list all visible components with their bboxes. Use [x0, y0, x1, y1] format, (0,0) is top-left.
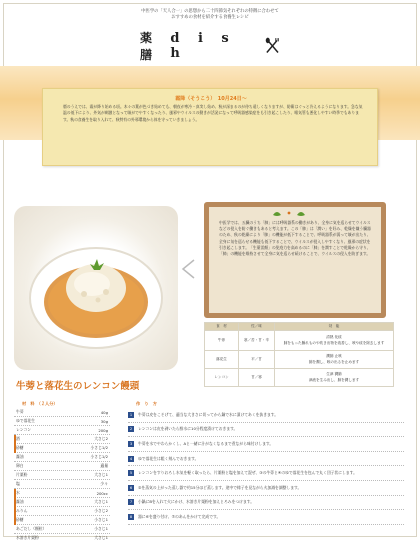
- step-text: 器に⑥を盛り付け、⑦のあんをかけて完成です。: [138, 513, 221, 519]
- ingredient-qty: 少々: [100, 481, 108, 486]
- ingredient-info-table: [204, 322, 394, 387]
- ingredient-row: [14, 489, 110, 498]
- step-text: 牛蒡を水でやわらかくし、Aと一緒に汁がなくなるまで煮ながら味付けします。: [138, 440, 274, 446]
- ingredients-label: 材 料 （２人分）: [22, 401, 58, 406]
- ingredient-qty: 小さじ1/2: [90, 445, 108, 450]
- info-header-cell: 効 能: [275, 323, 394, 331]
- ingredient-row: [14, 480, 110, 489]
- step-number: 8: [129, 514, 133, 519]
- ingredient-row: [14, 453, 110, 462]
- dish-illustration: [14, 206, 178, 370]
- step-text: レンコンをすりおろし水気を軽く取ったら、片栗粉と塩を加えて混ぜ、③の牛蒡と④のゆで落花生を包んで丸く団子状にします。: [138, 470, 357, 476]
- season-title: 霜降（そうこう） 10月24日～: [175, 96, 247, 102]
- step-row: [128, 452, 404, 467]
- ingredient-name: 塩: [16, 481, 20, 486]
- ingredient-row: [14, 417, 110, 426]
- header-line-1: 中医学の「天人合一」の思想から二十四節気それぞれの特徴に合わせて: [141, 9, 279, 14]
- step-number: 1: [129, 412, 133, 417]
- ingredient-qty: 40g: [100, 409, 108, 415]
- step-text: ⑤を蒸気の上がった蒸し器で約15分ほど蒸します。途中で様子を見ながら火加減を調整します。: [138, 484, 302, 490]
- info-effect: 生津 潤肺 津液を生み出し、肺を潤します: [275, 369, 394, 387]
- ingredient-row: [14, 507, 110, 516]
- ingredient-name: 醤油: [16, 499, 24, 504]
- info-nature: 寒／苦・甘・辛: [239, 331, 275, 351]
- steps-label: 作 り 方: [136, 401, 157, 406]
- ingredient-row: [14, 408, 110, 417]
- ingredient-row: [14, 516, 110, 525]
- ingredient-name: 酒: [16, 436, 20, 441]
- ingredient-qty: 30g: [100, 418, 108, 424]
- info-table-row: [205, 351, 394, 369]
- step-number: 3: [129, 441, 133, 446]
- ingredient-row: [14, 498, 110, 507]
- ingredient-qty: 大さじ1: [94, 499, 108, 504]
- step-text: 小鍋にBを入れて火にかけ、水溶き片栗粉を加えとろみをつけます。: [138, 499, 255, 505]
- ingredient-row: [14, 534, 110, 540]
- ingredient-qty: 小さじ1/2: [90, 454, 108, 459]
- step-number: 2: [129, 427, 133, 432]
- ingredient-row: [14, 471, 110, 480]
- header-tagline: [0, 9, 420, 21]
- ingredient-qty: 大さじ2: [94, 436, 108, 441]
- brand-logo: [140, 31, 280, 62]
- fork-spoon-icon: [265, 37, 280, 55]
- step-number: 4: [129, 456, 133, 461]
- brand-jp: 薬膳: [140, 31, 153, 62]
- step-number: 5: [129, 471, 133, 476]
- step-row: [128, 408, 404, 423]
- ingredient-name: あごだし（顆粒）: [16, 526, 47, 531]
- info-effect: 潤肺 止咳 肺を潤し、咳の出るを止めます: [275, 351, 394, 369]
- ingredient-row: [14, 462, 110, 471]
- ingredient-name: ゆで落花生: [16, 418, 35, 423]
- info-nature: 平／甘: [239, 351, 275, 369]
- step-row: [128, 466, 404, 481]
- ingredient-name: 水: [16, 490, 20, 495]
- dish-photo: [14, 206, 178, 370]
- ingredient-row: [14, 426, 110, 435]
- info-name: 落花生: [205, 351, 239, 369]
- info-table-header: [205, 323, 394, 331]
- step-text: ゆで落花生は粗く刻んでおきます。: [138, 455, 199, 461]
- ingredient-name: 砂糖: [16, 517, 24, 522]
- ingredient-qty: 小さじ2: [94, 508, 108, 513]
- group-marker-a: [14, 435, 16, 453]
- ingredient-name: みりん: [16, 508, 28, 513]
- board-text: 中医学では、五臓のうち「肺」には呼吸器系の働きがあり、全身に気を巡らせてウイルスなどの侵入を防ぐ働きもあると考えます。この「肺」は「潤い」を好み、乾燥を嫌う臓器のため、秋の乾燥により「肺」の機能が低下することで、呼吸器系が弱って咳が出たり、全身に気を巡らせる機能も低下することで、ウイルスが侵入しやすくなり、風邪の症状を引き起こします。「生薬雷顛」の免疫力を高めるのに「肺」を潤すことで乾燥から守り、「肺」の機能を維持させて全身に気を巡らせ続けることで、ウイルスの侵入を防ぎます。: [219, 220, 371, 257]
- ingredient-qty: 小さじ1: [94, 517, 108, 522]
- season-note: [42, 88, 378, 166]
- step-row: [128, 423, 404, 438]
- ingredient-name: 水溶き片栗粉: [16, 535, 39, 540]
- info-table-row: [205, 369, 394, 387]
- dish-title: 牛蒡と落花生のレンコン饅頭: [16, 381, 140, 392]
- info-header-cell: 食 材: [205, 323, 239, 331]
- step-row: [128, 510, 404, 525]
- info-table-row: [205, 331, 394, 351]
- step-number: 7: [129, 500, 133, 505]
- ingredient-name: 牛蒡: [16, 409, 24, 414]
- ingredient-name: 片栗粉: [16, 472, 28, 477]
- step-text: 牛蒡は皮をこそげて、適当な大きさに切ってから鍋で水に漬けてあくを抜きます。: [138, 411, 279, 417]
- explanation-board: [204, 202, 386, 318]
- ingredient-name: 醤油: [16, 454, 24, 459]
- leaf-icon: [269, 209, 309, 217]
- step-number: 6: [129, 485, 133, 490]
- ingredient-name: 砂糖: [16, 445, 24, 450]
- ingredient-row: [14, 444, 110, 453]
- header-line-2: おすすめの食材を紹介する食養生レシピ: [171, 15, 249, 20]
- info-name: 牛蒡: [205, 331, 239, 351]
- ingredients-list: [14, 408, 110, 540]
- step-text: レンコンは皮を剥いたら酢水に10分程度漬けておきます。: [138, 426, 238, 432]
- ingredient-qty: 大さじ1: [94, 535, 108, 540]
- ingredient-qty: 小さじ1: [94, 526, 108, 531]
- season-text: 暦のうえでは、霜が降り始める頃。木々の葉が色づき始めても、朝夜が寒冷・真実し始め、秋が深まるのが待ち遠しくなりますが、防衛はぐっと冷えるようになります。急な気温の低下により、外気が刺激となって咳がでやすくなったり、風邪やウイルスの動きが活発になって呼吸器感染症をも引き起こしたり、喉気管も悪化しやすい時季でもあります。秋の食養生を取り入れて、秋特有の外邪環境から体を守っていきましょう。: [63, 104, 363, 122]
- step-row: [128, 437, 404, 452]
- ingredient-qty: 適量: [100, 463, 108, 468]
- step-row: [128, 481, 404, 496]
- ingredient-row: [14, 435, 110, 444]
- step-row: [128, 496, 404, 511]
- ingredient-qty: 200g: [98, 427, 108, 433]
- info-effect: 清熱 化痰 肺をもった腫れものや吹き出物を改善し、咳や痰を除去します: [275, 331, 394, 351]
- info-nature: 甘／寒: [239, 369, 275, 387]
- ingredient-name: レンコン: [16, 427, 32, 432]
- ingredient-row: [14, 525, 110, 534]
- info-header-cell: 性／味: [239, 323, 275, 331]
- ingredient-qty: 大さじ1: [94, 472, 108, 477]
- ingredient-name: 卵白: [16, 463, 24, 468]
- chevron-left-icon: [178, 258, 200, 280]
- info-name: レンコン: [205, 369, 239, 387]
- group-marker-b: [14, 489, 16, 525]
- brand-en: d i s h: [170, 31, 236, 61]
- ingredient-qty: 200cc: [96, 490, 108, 496]
- steps-list: [128, 408, 404, 525]
